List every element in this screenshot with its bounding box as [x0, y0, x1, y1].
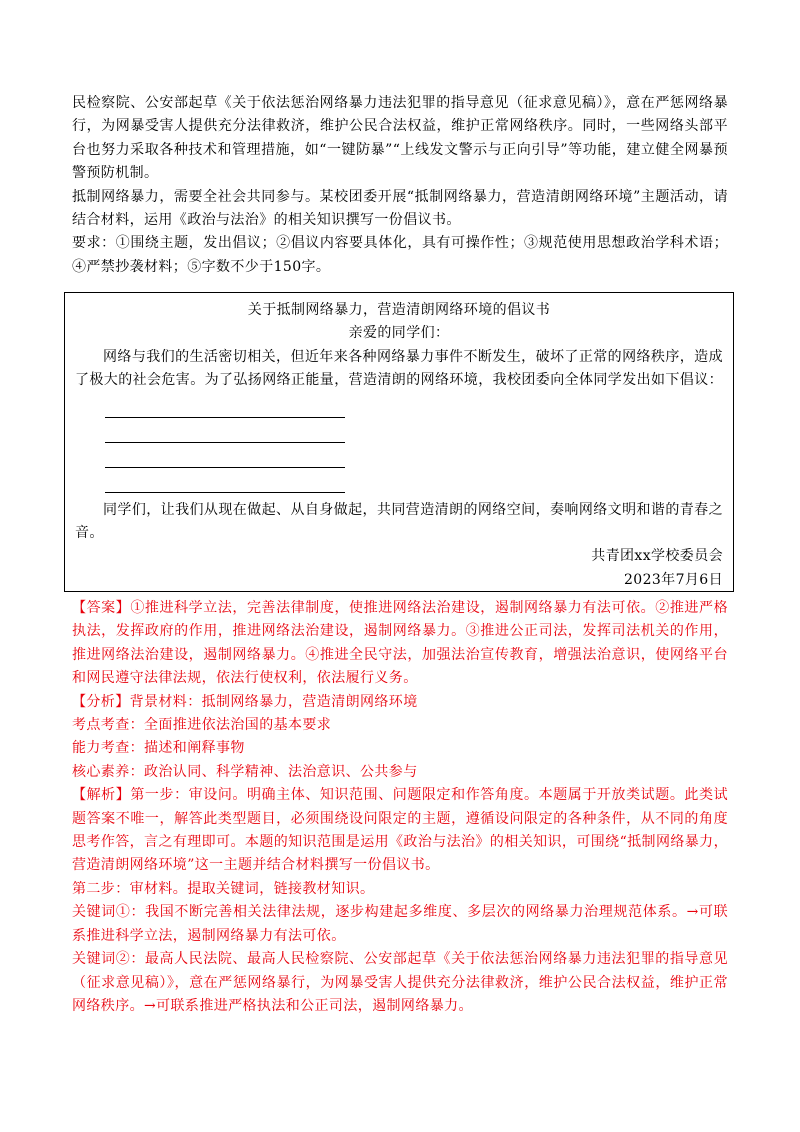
- answer-blank-line[interactable]: [105, 468, 345, 493]
- answer-blank-line[interactable]: [105, 393, 345, 418]
- analysis-label: 【分析】: [72, 693, 130, 710]
- task-paragraph: 抵制网络暴力，需要全社会共同参与。某校团委开展“抵制网络暴力，营造清朗网络环境”主题活动，请结合材料，运用《政治与法治》的相关知识撰写一份倡议书。: [72, 188, 728, 229]
- analysis-background: 【分析】背景材料：抵制网络暴力，营造清朗网络环境: [72, 693, 418, 710]
- letter-title: 关于抵制网络暴力，营造清朗网络环境的倡议书: [247, 302, 551, 318]
- answer-text: ①推进科学立法，完善法律制度，使推进网络法治建设，遏制网络暴力有法可依。②推进严格执法，发挥政府的作用，推进网络法治建设，遏制网络暴力。③推进公正司法，发挥司法机关的作用，推进网络法治建设，遏制网络暴力。④推进全民守法，加强法治宣传教育，增强法治意识，使网络平台和网民遵守法律法规，依法行使权利，依法履行义务。: [72, 600, 728, 687]
- analysis-ability: 能力考查：描述和阐释事物: [72, 740, 245, 757]
- letter-date: 2023年7月6日: [623, 571, 723, 588]
- answer-blank-line[interactable]: [105, 418, 345, 443]
- answer-label: 【答案】: [72, 600, 131, 616]
- question-material: [72, 92, 728, 279]
- material-paragraph: 民检察院、公安部起草《关于依法惩治网络暴力违法犯罪的指导意见（征求意见稿）》，意在严惩网络暴行，为网暴受害人提供充分法律救济，维护公民合法权益，维护正常网络秩序。同时，一些网络头部平台也努力采取各种技术和管理措施，如“一键防暴”“上线发文警示与正向引导”等功能，建立健全网暴预警预防机制。: [72, 95, 728, 182]
- analysis-literacy: 核心素养：政治认同、科学精神、法治意识、公共参与: [72, 763, 418, 780]
- keyword-2: 关键词②：最高人民法院、最高人民检察院、公安部起草《关于依法惩治网络暴力违法犯罪的指导意见（征求意见稿）》，意在严惩网络暴行，为网暴受害人提供充分法律救济，维护公民合法权益，维护正常网络秩序。→可联系推进严格执法和公正司法，遏制网络暴力。: [72, 951, 728, 1014]
- letter-body: 网络与我们的生活密切相关，但近年来各种网络暴力事件不断发生，破坏了正常的网络秩序，造成了极大的社会危害。为了弘扬网络正能量，营造清朗的网络环境，我校团委向全体同学发出如下倡议：: [75, 348, 723, 389]
- keyword-1: 关键词①：我国不断完善相关法律法规，逐步构建起多维度、多层次的网络暴力治理规范体系。→可联系推进科学立法，遏制网络暴力有法可依。: [72, 904, 728, 944]
- letter-signature: 共青团xx学校委员会: [591, 548, 723, 565]
- answer-section: [72, 597, 728, 1018]
- requirements-paragraph: 要求：①围绕主题，发出倡议；②倡议内容要具体化，具有可操作性；③规范使用思想政治学科术语；④严禁抄袭材料；⑤字数不少于150字。: [72, 235, 728, 275]
- analysis-exam-point: 考点考查：全面推进依法治国的基本要求: [72, 717, 332, 734]
- answer-blank-line[interactable]: [105, 443, 345, 468]
- letter-closing: 同学们，让我们从现在做起、从自身做起，共同营造清朗的网络空间，奏响网络文明和谐的青春之音。: [75, 501, 723, 542]
- explanation-step1: 【解析】第一步：审设问。明确主体、知识范围、问题限定和作答角度。本题属于开放类试题。此类试题答案不唯一，解答此类型题目，必须围绕设问限定的主题，遵循设问限定的各种条件，从不同的角度思考作答，言之有理即可。本题的知识范围是运用《政治与法治》的相关知识，可围绕“抵制网络暴力，营造清朗网络环境”这一主题并结合材料撰写一份倡议书。: [72, 787, 728, 874]
- answer-paragraph: [72, 597, 728, 691]
- explanation-step2: 第二步：审材料。提取关键词，链接教材知识。: [72, 880, 375, 897]
- explanation-label: 【解析】: [72, 787, 131, 804]
- letter-greeting: 亲爱的同学们：: [348, 325, 450, 342]
- proposal-letter-box: [64, 292, 734, 592]
